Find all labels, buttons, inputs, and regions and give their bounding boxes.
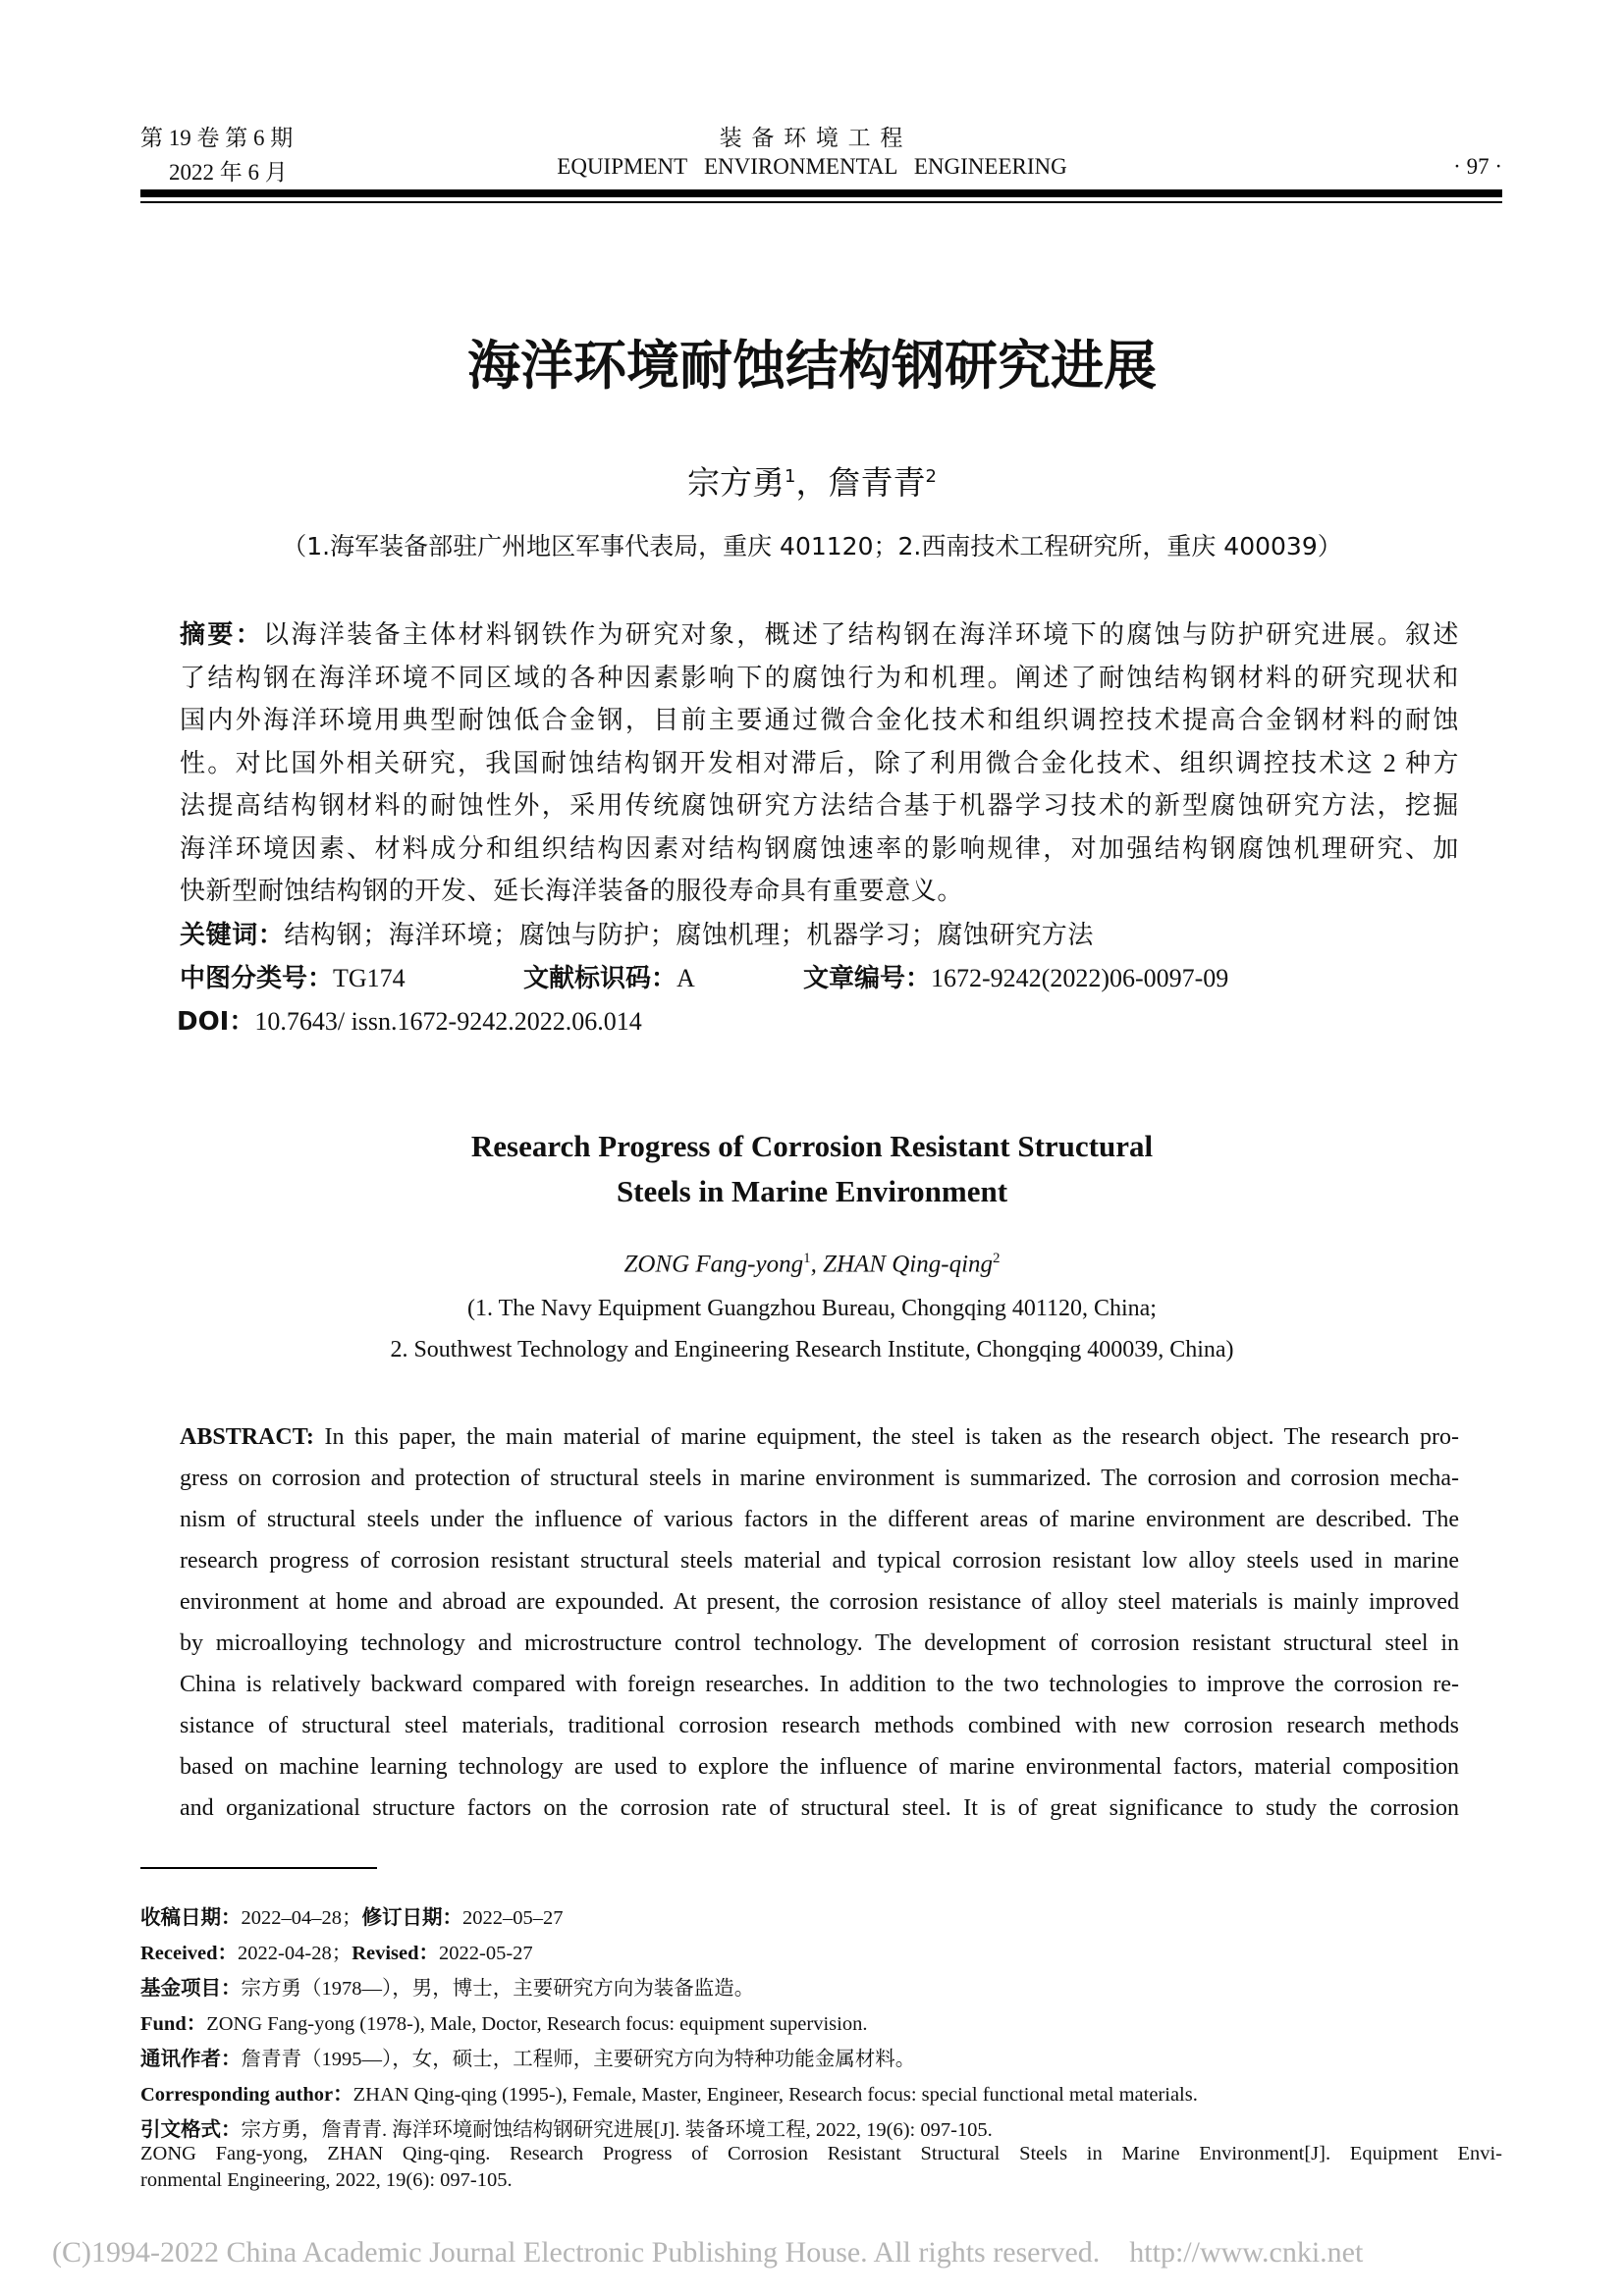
copyright-watermark: (C)1994-2022 China Academic Journal Electronic Publishing House. All rights reserved. http://www.cnki.net	[52, 2236, 1364, 2269]
document-code-value: A	[677, 964, 695, 992]
abstract-cn-text: 以海洋装备主体材料钢铁作为研究对象，概述了结构钢在海洋环境下的腐蚀与防护研究进展。叙述	[263, 620, 1459, 649]
fund-label: Fund：	[140, 2013, 207, 2035]
author-2-en-affil-mark: 2	[993, 1251, 1001, 1266]
fund-value: 宗方勇（1978—），男，博士，主要研究方向为装备监造。	[241, 1978, 755, 2000]
corresponding-value: ZHAN Qing-qing (1995-), Female, Master, Engineer, Research focus: special functional metal materials.	[352, 2084, 1198, 2106]
citation-cn	[140, 2112, 993, 2142]
abstract-cn-line: 国内外海洋环境用典型耐蚀低合金钢，目前主要通过微合金化技术和组织调控技术提高合金钢材料的耐蚀	[180, 706, 1459, 734]
fund-en	[140, 2006, 867, 2036]
authors-cn	[0, 457, 1624, 504]
journal-name-cn: 装 备 环 境 工 程	[719, 126, 905, 150]
paper-title-cn: 海洋环境耐蚀结构钢研究进展	[467, 335, 1157, 397]
document-code	[523, 958, 695, 994]
revised-value: 2022-05-27	[439, 1943, 533, 1964]
received-value: 2022-04-28；	[238, 1943, 352, 1964]
clc-label: 中图分类号：	[180, 964, 334, 993]
authors-en: ZONG Fang-yong$^1$, ZHAN Qing-qing$^2$	[623, 1251, 1001, 1278]
keywords-value: 结构钢；海洋环境；腐蚀与防护；腐蚀机理；机器学习；腐蚀研究方法	[284, 921, 1095, 949]
corresponding-value: 詹青青（1995—），女，硕士，工程师，主要研究方向为特种功能金属材料。	[241, 2049, 916, 2070]
clc-value: TG174	[333, 964, 406, 992]
citation-label: 引文格式：	[140, 2117, 242, 2141]
abstract-en-label: ABSTRACT:	[180, 1424, 314, 1450]
author-2-affil-mark: 2	[925, 466, 937, 487]
article-number-value: 1672-9242(2022)06-0097-09	[931, 964, 1229, 992]
affiliation-en-line: (1. The Navy Equipment Guangzhou Bureau, Chongqing 401120, China;	[467, 1296, 1157, 1321]
issue-date: 2022 年 6 月	[169, 160, 288, 185]
corresponding-author-en	[140, 2077, 1198, 2107]
abstract-cn-line	[180, 614, 1459, 651]
revised-label: Revised：	[352, 1943, 440, 1964]
affiliation-cn: （1.海军装备部驻广州地区军事代表局，重庆 401120；2.西南技术工程研究所，重庆 400039）	[282, 532, 1342, 561]
received-date-en	[140, 1936, 533, 1965]
abstract-en-line	[180, 1424, 1459, 1451]
abstract-cn-line: 海洋环境因素、材料成分和组织结构因素对结构钢腐蚀速率的影响规律，对加强结构钢腐蚀机理研究、加	[180, 834, 1459, 863]
fund-value: ZONG Fang-yong (1978-), Male, Doctor, Research focus: equipment supervision.	[206, 2013, 868, 2035]
keywords-cn	[180, 915, 1094, 951]
article-number	[803, 958, 1228, 994]
fund-cn	[140, 1971, 754, 2001]
abstract-en-text: In this paper, the main material of marine equipment, the steel is taken as the research object. The research pro-	[313, 1424, 1459, 1450]
footnote-rule	[140, 1867, 377, 1869]
abstract-en-line: sistance of structural steel materials, traditional corrosion research methods combined with new corrosion research methods	[180, 1713, 1459, 1738]
paper-title-en-line: Steels in Marine Environment	[616, 1174, 1008, 1208]
abstract-en-line: China is relatively backward compared with foreign researches. In addition to the two technologies to improve the corrosion re-	[180, 1672, 1459, 1697]
abstract-en-line: research progress of corrosion resistant structural steels material and typical corrosion resistant low alloy steels used in marine	[180, 1548, 1459, 1574]
author-1-en: ZONG Fang-yong	[623, 1251, 804, 1278]
citation-value: 宗方勇，詹青青. 海洋环境耐蚀结构钢研究进展[J]. 装备环境工程, 2022, 19(6): 097-105.	[241, 2119, 993, 2141]
abstract-cn-label: 摘要：	[180, 620, 264, 650]
volume-issue: 第 19 卷 第 6 期	[140, 126, 294, 150]
author-separator: ，	[795, 463, 829, 502]
corresponding-label: 通讯作者：	[140, 2047, 242, 2070]
author-2: 詹青青	[828, 463, 926, 502]
received-label: Received：	[140, 1943, 239, 1964]
paper-title-en-line: Research Progress of Corrosion Resistant Structural	[470, 1129, 1154, 1163]
author-1-affil-mark: 1	[785, 466, 796, 487]
header-rule	[140, 189, 1502, 197]
received-date-cn	[140, 1900, 564, 1930]
abstract-en-line: nism of structural steels under the influence of various factors in the different areas of marine environment are described. The	[180, 1507, 1459, 1532]
clc-number	[180, 958, 406, 994]
fund-label: 基金项目：	[140, 1976, 242, 2000]
abstract-en-line: environment at home and abroad are expounded. At present, the corrosion resistance of alloy steel materials is mainly improved	[180, 1589, 1459, 1615]
article-number-label: 文章编号：	[803, 964, 932, 993]
revised-value: 2022–05–27	[462, 1907, 564, 1929]
doi-value[interactable]: 10.7643/ issn.1672-9242.2022.06.014	[254, 1007, 642, 1036]
corresponding-author-cn	[140, 2042, 915, 2071]
abstract-en-line: by microalloying technology and microstructure control technology. The development of corrosion resistant structural steel in	[180, 1630, 1459, 1656]
page-number: · 97 ·	[1453, 154, 1502, 179]
corresponding-label: Corresponding author：	[140, 2084, 353, 2106]
keywords-label: 关键词：	[180, 921, 285, 950]
journal-name-en: EQUIPMENT ENVIRONMENTAL ENGINEERING	[557, 154, 1067, 179]
author-1: 宗方勇	[687, 463, 785, 502]
author-1-en-affil-mark: 1	[803, 1251, 811, 1266]
abstract-en-line: gress on corrosion and protection of structural steels in marine environment is summarized. The corrosion and corrosion mecha-	[180, 1466, 1459, 1491]
affiliation-en-line: 2. Southwest Technology and Engineering Research Institute, Chongqing 400039, China)	[390, 1337, 1234, 1362]
abstract-cn-line: 快新型耐蚀结构钢的开发、延长海洋装备的服役寿命具有重要意义。	[180, 877, 964, 905]
doi-label: DOI：	[177, 1007, 255, 1037]
received-label: 收稿日期：	[140, 1905, 242, 1929]
abstract-en-line: based on machine learning technology are used to explore the influence of marine environmental factors, material composition	[180, 1754, 1459, 1780]
citation-en-line: ronmental Engineering, 2022, 19(6): 097-105.	[140, 2169, 513, 2191]
doi	[177, 1001, 642, 1038]
abstract-cn-line: 法提高结构钢材料的耐蚀性外，采用传统腐蚀研究方法结合基于机器学习技术的新型腐蚀研究方法，挖掘	[180, 791, 1459, 820]
revised-label: 修订日期：	[361, 1905, 462, 1929]
citation-en-line: ZONG Fang-yong, ZHAN Qing-qing. Research Progress of Corrosion Resistant Structural Steels in Marine Environment[J]. Equipment Envi-	[140, 2143, 1502, 2164]
received-value: 2022–04–28；	[241, 1907, 362, 1929]
abstract-cn-line: 性。对比国外相关研究，我国耐蚀结构钢开发相对滞后，除了利用微合金化技术、组织调控技术这 2 种方	[180, 749, 1459, 777]
abstract-en-line: and organizational structure factors on the corrosion rate of structural steel. It is of great significance to study the corrosion	[180, 1795, 1459, 1821]
author-2-en: ZHAN Qing-qing	[823, 1251, 994, 1278]
header-rule-thin	[140, 201, 1502, 203]
abstract-cn-line: 了结构钢在海洋环境不同区域的各种因素影响下的腐蚀行为和机理。阐述了耐蚀结构钢材料的研究现状和	[180, 664, 1459, 692]
document-code-label: 文献标识码：	[523, 964, 677, 993]
